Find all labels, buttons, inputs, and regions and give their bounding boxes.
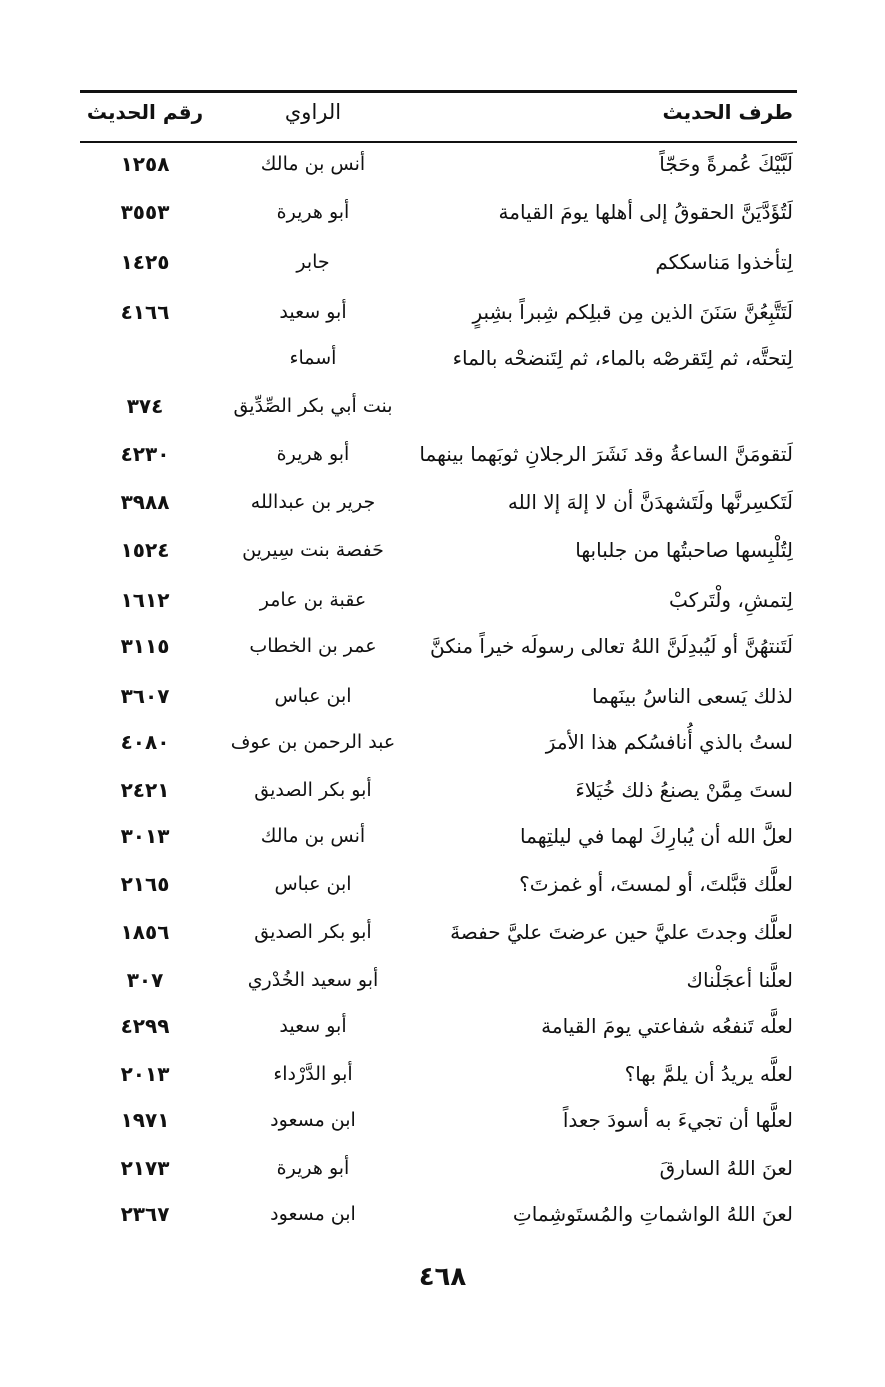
table-row	[80, 140, 797, 188]
hadith-text: لِتُلْبِسها صاحبتُها من جلبابها	[575, 538, 793, 562]
hadith-number: ٢١٧٣	[120, 1156, 170, 1180]
hadith-text: لَبَّيْكَ عُمرةً وحَجّاً	[659, 152, 793, 176]
hadith-number: ٢٠١٣	[120, 1062, 170, 1086]
table-row	[80, 718, 797, 766]
hadith-text: لَتَتَّبِعُنَّ سَنَنَ الذين مِن قبلِكم شِبراً بشِبرٍ	[472, 300, 793, 324]
hadith-text: لعلَّك قبَّلتَ، أو لمستَ، أو غمزتَ؟	[519, 872, 793, 896]
header-narrator: الراوي	[284, 100, 342, 124]
table-row	[80, 188, 797, 236]
hadith-number: ٤٠٨٠	[120, 730, 170, 754]
table-row	[80, 812, 797, 860]
narrator: بنت أبي بكر الصِّدِّيق	[233, 395, 393, 417]
hadith-text: لعلَّه يريدُ أن يلمَّ بها؟	[624, 1062, 793, 1086]
hadith-number: ١٤٢٥	[120, 250, 170, 274]
narrator: ابن مسعود	[270, 1109, 356, 1131]
header-hadith-number: رقم الحديث	[86, 100, 204, 124]
narrator: أبو سعيد	[279, 1015, 347, 1037]
hadith-text: لِتمشِ، ولْتَركبْ	[669, 588, 793, 612]
table-row	[80, 766, 797, 814]
hadith-text: لذلك يَسعى الناسُ بينَهما	[591, 684, 793, 708]
narrator: أبو هريرة	[276, 1157, 350, 1179]
hadith-number: ٣٥٥٣	[120, 200, 170, 224]
hadith-number: ٣١١٥	[120, 634, 170, 658]
narrator: أسماء	[289, 347, 337, 369]
hadith-text	[413, 382, 793, 430]
hadith-text: لعلَّنا أعجَلْناك	[686, 968, 793, 992]
hadith-text: لَتُؤَدَّيَنَّ الحقوقُ إلى أهلها يومَ القيامة	[498, 200, 793, 224]
hadith-text: لِتحتَّه، ثم لِتَقرصْه بالماء، ثم لِتَنضحْه بالماء	[452, 346, 793, 370]
hadith-text: لَتقومَنَّ الساعةُ وقد نَشَرَ الرجلانِ ثوبَهما بينهما	[419, 442, 793, 466]
narrator: أبو سعيد	[279, 301, 347, 323]
hadith-text: لعلَّه تَنفعُه شفاعتي يومَ القيامة	[541, 1014, 793, 1038]
table-row	[80, 238, 797, 286]
narrator: أبو هريرة	[276, 201, 350, 223]
narrator: أبو بكر الصديق	[254, 921, 372, 943]
narrator: أبو سعيد الخُدْري	[247, 969, 379, 991]
table-row	[80, 1144, 797, 1192]
narrator: ابن مسعود	[270, 1203, 356, 1225]
table-row	[80, 860, 797, 908]
hadith-number: ٤٢٩٩	[120, 1014, 170, 1038]
hadith-text: لعنَ اللهُ الواشماتِ والمُستَوشِماتِ	[512, 1202, 793, 1226]
hadith-text: لعنَ اللهُ السارقَ	[659, 1156, 793, 1180]
hadith-number: ٤١٦٦	[120, 300, 170, 324]
table-row	[80, 334, 797, 382]
hadith-text: لعلَّك وجدتَ عليَّ حين عرضتَ عليَّ حفصةَ	[450, 920, 793, 944]
narrator: حَفصة بنت سِيرين	[242, 539, 384, 561]
narrator: عمر بن الخطاب	[249, 635, 377, 657]
table-row	[80, 430, 797, 478]
hadith-number: ٣٧٤	[126, 394, 164, 418]
hadith-number: ٣٠١٣	[120, 824, 170, 848]
table-row	[80, 576, 797, 624]
hadith-number: ٢١٦٥	[120, 872, 170, 896]
table-row	[80, 526, 797, 574]
hadith-number: ١٥٢٤	[120, 538, 170, 562]
page-number: ٤٦٨	[418, 1262, 467, 1292]
hadith-text: لستَ مِمَّنْ يصنعُ ذلك خُيَلاءَ	[575, 778, 793, 802]
narrator: أبو الدَّرْداء	[273, 1063, 353, 1085]
hadith-text: لعلَّها أن تجيءَ به أسودَ جعداً	[562, 1108, 793, 1132]
narrator: ابن عباس	[274, 873, 352, 895]
hadith-number: ٣٠٧	[126, 968, 164, 992]
narrator: أبو هريرة	[276, 443, 350, 465]
table-row	[80, 1190, 797, 1238]
hadith-number: ٤٢٣٠	[120, 442, 170, 466]
table-row	[80, 956, 797, 1004]
narrator: أنس بن مالك	[260, 825, 366, 847]
narrator: جرير بن عبدالله	[250, 491, 376, 513]
table-row	[80, 1096, 797, 1144]
hadith-number	[80, 334, 210, 382]
table-row	[80, 622, 797, 670]
table-row	[80, 908, 797, 956]
hadith-text: لستُ بالذي أُنافسُكم هذا الأمرَ	[545, 730, 793, 754]
table-row	[80, 672, 797, 720]
narrator: عقبة بن عامر	[259, 589, 367, 611]
table-row	[80, 1002, 797, 1050]
table-header	[80, 88, 797, 136]
narrator: جابر	[296, 251, 330, 273]
hadith-number: ٣٩٨٨	[120, 490, 170, 514]
table-row	[80, 288, 797, 336]
table-row	[80, 1050, 797, 1098]
header-hadith-text: طرف الحديث	[662, 100, 793, 124]
hadith-number: ١٩٧١	[120, 1108, 170, 1132]
table-row	[80, 478, 797, 526]
narrator: أنس بن مالك	[260, 153, 366, 175]
hadith-text: لَتَنتهُنَّ أو لَيُبدِلَنَّ اللهُ تعالى رسولَه خيراً منكنَّ	[430, 634, 793, 658]
hadith-number: ١٢٥٨	[120, 152, 170, 176]
hadith-number: ١٨٥٦	[120, 920, 170, 944]
hadith-number: ٣٦٠٧	[120, 684, 170, 708]
narrator: ابن عباس	[274, 685, 352, 707]
hadith-text: لِتأخذوا مَناسككم	[655, 250, 793, 274]
hadith-number: ١٦١٢	[120, 588, 170, 612]
narrator: عبد الرحمن بن عوف	[230, 731, 396, 753]
hadith-number: ٢٤٢١	[120, 778, 170, 802]
hadith-number: ٢٣٦٧	[120, 1202, 170, 1226]
hadith-text: لَتَكسِرنَّها ولَتَشهدَنَّ أن لا إلهَ إلا الله	[507, 490, 793, 514]
table-row	[80, 382, 797, 430]
hadith-text: لعلَّ الله أن يُبارِكَ لهما في ليلتِهما	[520, 824, 793, 848]
narrator: أبو بكر الصديق	[254, 779, 372, 801]
